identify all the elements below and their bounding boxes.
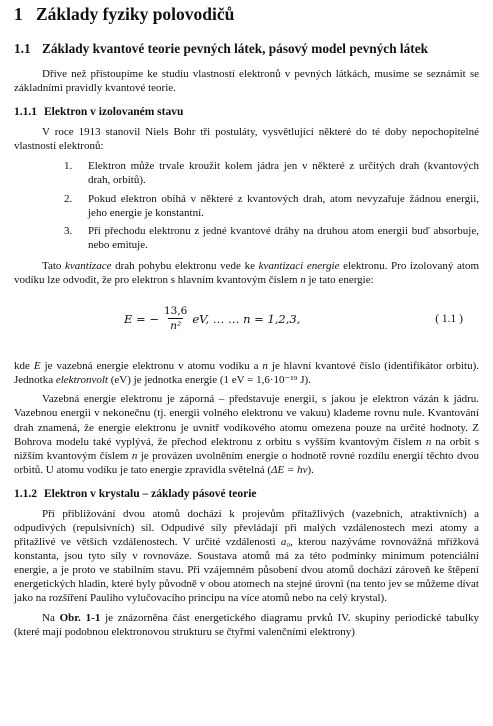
subsection-heading-1-1-2 <box>14 487 479 501</box>
bohr-paragraph: V roce 1913 stanovil Niels Bohr tři postuláty, vysvětlující některé do té doby nepochopitelné vlastnosti elektronů: <box>14 126 479 153</box>
section-number: 1.1 <box>14 41 31 56</box>
crystal-paragraph: Při přibližování dvou atomů dochází k projevům přitažlivých (vazebních, atraktivních) a odpudivých (repulsivních) sil. Odpudivé síly převládají při malých vzdálenostech mezi atomy a přitažlivé ve větších vzdálenostech. V určité vzdálenosti a₀, kterou nazýváme rovnovážná mřížková konstanta, jsou tyto síly v rovnováze. Soustava atomů má za této podmínky minimum potenciální energie, a je proto ve stabilním stavu. Při vzájemném působení dvou atomů dochází zároveň ke štěpení energetických hladin, které byly původně v obou atomech na stejné úrovni (na tento jev se můžeme dívat jako na rozšíření Pauliho vylučovacího principu na více atomů nebo na celý krystal). <box>14 507 479 605</box>
quantization-paragraph: Tato kvantizace drah pohybu elektronu vede ke kvantizaci energie elektronu. Pro izolovaný atom vodíku lze odvodit, že pro elektron s hlavním kvantovým číslem n je tato energie: <box>14 259 479 287</box>
chapter-title: Základy fyziky polovodičů <box>36 4 235 24</box>
list-item: 2. Pokud elektron obíhá v některé z kvantových drah, atom nevyzařuje žádnou energii, jeho energie je konstantní. <box>64 192 479 219</box>
section-heading <box>14 41 479 57</box>
subsection-title: Elektron v krystalu – základy pásové teorie <box>44 487 257 500</box>
equation-1-1 <box>14 297 479 347</box>
figure-reference[interactable]: Obr. 1-1 <box>59 611 101 624</box>
postulates-list <box>14 159 479 252</box>
section-title: Základy kvantové teorie pevných látek, pásový model pevných látek <box>42 41 428 56</box>
subsection-title: Elektron v izolovaném stavu <box>44 106 184 119</box>
fraction-numerator: 13,6 <box>163 305 188 318</box>
list-item: 3. Při přechodu elektronu z jedné kvantové dráhy na druhou atom energii buď absorbuje, nebo emituje. <box>64 224 479 251</box>
intro-paragraph: Dříve než přistoupíme ke studiu vlastností elektronů v pevných látkách, musíme se seznámit se základními pravidly kvantové teorie. <box>14 68 479 95</box>
equation-rhs: eV, … … n = 1,2,3, <box>192 311 301 326</box>
chapter-number: 1 <box>14 4 23 24</box>
list-item: 1. Elektron může trvale kroužit kolem jádra jen v některé z určitých drah (kvantových drah, orbitů). <box>64 160 479 187</box>
fraction-denominator: n² <box>170 320 182 333</box>
equation-fraction <box>162 305 189 332</box>
chapter-heading <box>14 4 479 24</box>
figure-reference-paragraph: Na Obr. 1-1 je znázorněna část energetického diagramu prvků IV. skupiny periodické tabulky (které mají podobnou elektronovou strukturu se čtyřmi valenčními elektrony) <box>14 611 479 638</box>
subsection-number: 1.1.2 <box>14 487 37 500</box>
equation-number: ( 1.1 ) <box>435 313 463 326</box>
subsection-heading-1-1-1 <box>14 105 479 119</box>
after-equation-paragraph: kde E je vazebná energie elektronu v atomu vodíku a n je hlavní kvantové číslo (identifikátor orbitu). Jednotka elektronvolt (eV) je jednotka energie (1 eV = 1,6·10⁻¹⁹ J). <box>14 360 479 387</box>
equation-lhs: E = − <box>124 311 159 326</box>
binding-energy-paragraph: Vazebná energie elektronu je záporná – představuje energii, s jakou je elektron vázán k jádru. Vazebnou energii v nekonečnu (tj. energii volného elektronu ve vakuu) klademe rovnu nule. Kvantování drah znamená, že energie elektronu je uvnitř vodíkového atomu omezena pouze na určité hodnoty. Z Bohrova modelu také vyplývá, že přechod elektronu z orbitu s vyšším kvantovým číslem n na orbit s nižším kvantovým číslem n je provázen uvolněním energie o hodnotě rovné rozdílu energií těchto dvou orbitů. U atomu vodíku je tato energie zpravidla světelná (ΔE = hν). <box>14 393 479 476</box>
subsection-number: 1.1.1 <box>14 106 37 119</box>
